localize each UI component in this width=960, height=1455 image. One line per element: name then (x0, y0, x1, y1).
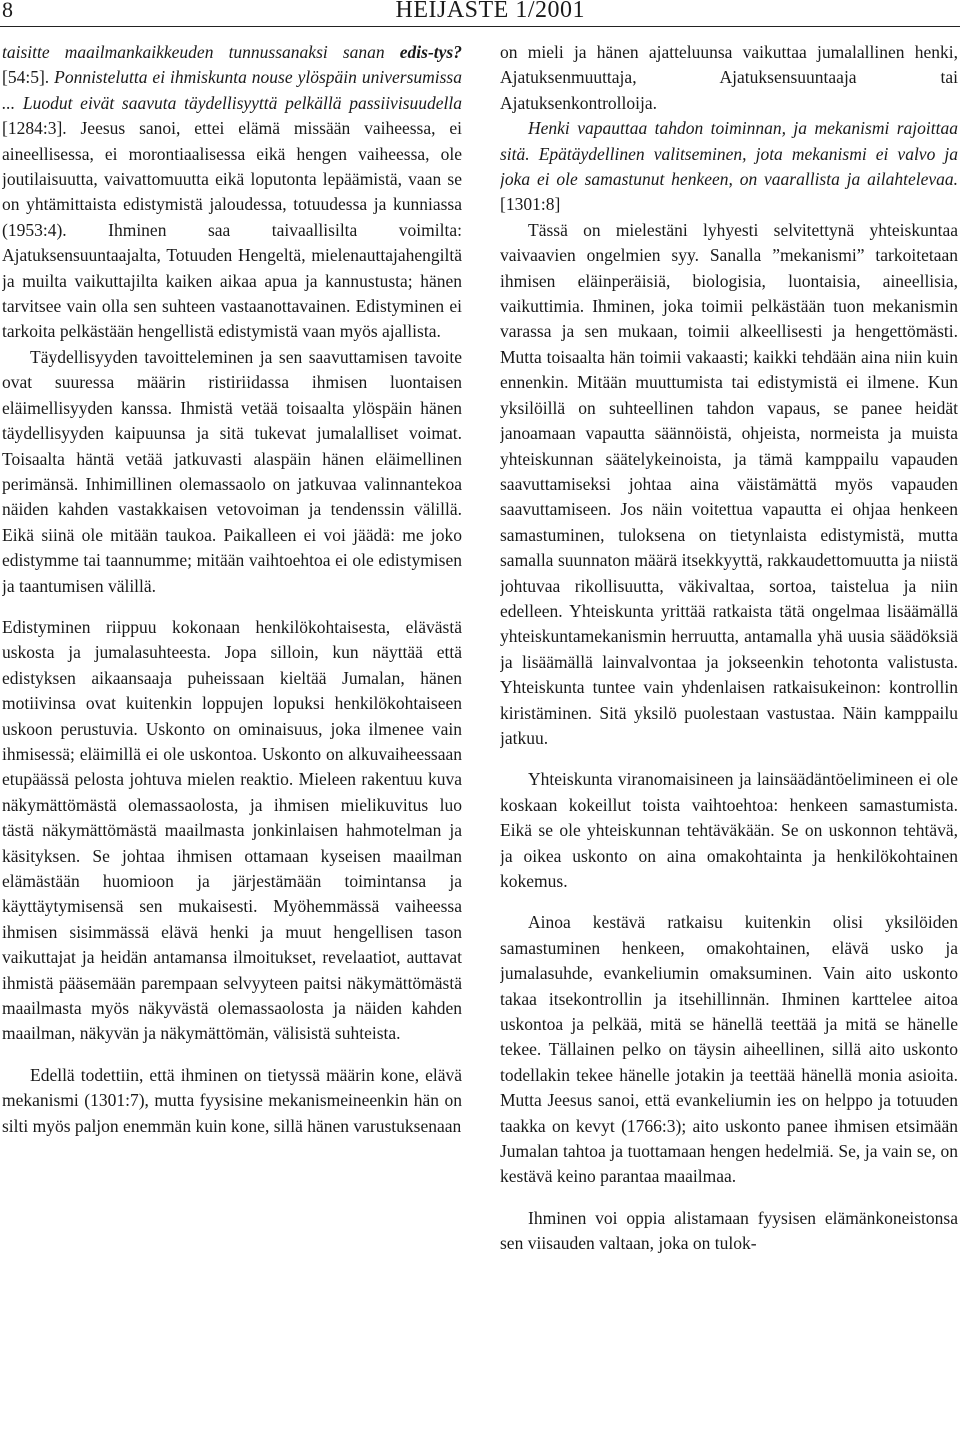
right-paragraph-6: Ihminen voi oppia alistamaan fyysisen elämänkoneistonsa sen viisauden valtaan, joka on tulok- (500, 1207, 958, 1254)
reference: [54:5]. (2, 67, 55, 88)
left-paragraph-2: Täydellisyyden tavoitteleminen ja sen saavuttamisen tavoite ovat suuressa määrin ristiriidassa ihmisen luontaisen eläimellisyyden kanssa. Ihmistä vetää toisaalta ylöspäin hänen täydellisyyden kaipuunsa ja sitä tukevat jumalalliset voimat. Toisaalta häntä vetää jatkuvasti alaspäin hänen eläimellinen perimänsä. Inhimillinen olemassaolo on jatkuvaa valinnantekoa näiden kahden vastakkaisen vetovoiman ja tendenssin välillä. Eikä siinä ole mitään taukoa. Paikalleen ei voi jäädä: me joko edistymme tai taannumme; mitään vaihtoehtoa ei ole edistymisen ja taantumisen välillä. (2, 346, 462, 596)
left-paragraph-1 (2, 40, 462, 345)
right-paragraph-5: Ainoa kestävä ratkaisu kuitenkin olisi yksilöiden samastuminen henkeen, omakohtainen, elävä usko ja jumalasuhde, evankeliumin omaksuminen. Vain aito uskonto takaa itsekontrollin ja itsehillinnän. Ihminen karttelee aitoa uskontoa ja pelkää, mitä se hänellä teettää ja mitä se hänelle tekee. Tällainen pelko on täysin aiheellinen, sillä aito uskonto todellakin tekee hänelle jotakin ja teettää hänellä monia asioita. Mutta Jeesus sanoi, että evankeliumin ies on helppo ja totuuden taakka on kevyt (1766:3); aito uskonto panee ihmisen etsimään Jumalan tahtoa ja tuottamaan hengen hedelmiä. Se, ja vain se, on kestävä keino parantaa maailmaa. (500, 912, 958, 1187)
right-column (500, 40, 958, 1455)
right-paragraph-1: on mieli ja hänen ajatteluunsa vaikuttaa jumalallinen henki, Ajatuksenmuuttaja, Ajatuksensuuntaaja tai Ajatuksenkontrolloija. (500, 42, 958, 113)
journal-title: HEIJASTE 1/2001 (395, 0, 585, 23)
quote-text: Henki vapauttaa tahdon toiminnan, ja mekanismi rajoittaa sitä. Epätäydellinen valitseminen, jota mekanismi ei valvo ja joka ei ole samastunut henkeen, on vaarallista ja ailahtelevaa. (500, 118, 958, 190)
left-paragraph-4: Edellä todettiin, että ihminen on tietyssä määrin kone, elävä mekanismi (1301:7), mutta fyysisine mekanismeineenkin hän on silti myös paljon enemmän kuin kone, sillä hänen varustuksenaan (2, 1064, 462, 1136)
right-paragraph-3: Tässä on mielestäni lyhyesti selvitettynä yhteiskuntaa vaivaavien ongelmien syy. Sanalla ”mekanismi” tarkoitetaan ihmisen eläinperäisiä, biologisia, luontaisia, aineellisia, vaikuttimia. Ihminen, joka toimii pelkästään tuon mekanismin varassa ja sen mukaan, toimii alkeellisesti ja hengettömästi. Mutta toisaalta hän toimii vakaasti; kaikki tehdään aina niin kuin ennenkin. Mitään muuttumista tai edistymistä ei ilmene. Kun yksilöillä on suhteellinen tahdon vapaus, se panee heidät janoamaan vapautta säännöistä, ohjeista, normeista ja muista yhteiskunnan säätelykeinoista, ja tämä kamppailu vapauden saavuttamiseksi johtaa aina väistämättä myös vapauden saavuttamiseen. Jos näin voitettua vapautta ei ohjaa henkeen samastuminen, tuloksena on tietynlaista edistymistä, mutta samalla suunnaton määrä itsekkyyttä, rakkaudettomuutta ja niistä johtuvaa rikollisuutta, väkivaltaa, sortoa, taistelua ja niin edelleen. Yhteiskunta yrittää ratkaista tätä ongelmaa lisäämällä yhteiskuntamekanismin herruutta, antamalla yhä uusia säädöksiä ja lisäämällä lainvalvontaa ja jokseenkin tehotonta valistusta. Yhteiskunta tuntee vain yhdenlaisen ratkaisukeinon: kontrollin kiristäminen. Sitä yksilö puolestaan vastustaa. Näin kamppailu jatkuu. (500, 219, 958, 748)
quote-fragment: Ponnistelutta ei ihmiskunta nouse ylöspäin universumissa ... Luodut eivät saavuta täydellisyyttä pelkällä passiivisuudella (2, 67, 462, 113)
page-number: 8 (2, 0, 13, 22)
right-paragraph-2 (500, 116, 958, 218)
right-paragraph-4: Yhteiskunta viranomaisineen ja lainsäädäntöelimineen ei ole koskaan kokeillut toista vaihtoehtoa: henkeen samastumista. Eikä se ole yhteiskunnan tehtäväkään. Se on uskonnon tehtävä, ja oikea uskonto on aina omakohtainta ja henkilökohtainen kokemus. (500, 769, 958, 891)
left-column (2, 40, 462, 1455)
left-paragraph-3: Edistyminen riippuu kokonaan henkilökohtaisesta, elävästä uskosta ja jumalasuhteesta. Jopa silloin, kun näyttää että edistyksen aikaansaaja puheissaan kieltää Jumalan, hänen motiivinsa ovat kuitenkin loppujen lopuksi henkilökohtaiseen uskoon perustuvia. Uskonto on ominaisuus, joka ilmenee vain ihmisessä; eläimillä ei ole uskontoa. Uskonto on alkuvaiheessaan etupäässä pelosta johtuva mielen reaktio. Mieleen rakentuu kuva näkymättömästä olemassaolosta, ja ihmisen mielikuvitus luo tästä näkymättömästä maailmasta jonkinlaisen hahmotelman ja käsityksen. Se johtaa ihmisen ottamaan kyseisen maailman elämästään huomioon ja järjestämään toimintansa ja käyttäytymisensä sen mukaisesti. Myöhemmässä vaiheessa ihmisen sisimmässä elävä henki ja muut hengellisen tason vaikuttajat ja heidän antamansa ilmoitukset, revelaatiot, auttavat ihmistä pääsemään parempaan selvyyteen paitsi näkymättömästä maailmasta myös näkyvästä olemassaolosta ja näiden kahden maailman, näkyvän ja näkymättömän, välisistä suhteista. (2, 616, 462, 1044)
quote-fragment: taisitte maailmankaikkeuden tunnussanaksi sanan (2, 42, 400, 62)
reference: [1301:8] (500, 194, 561, 215)
paragraph-text: [1284:3]. Jeesus sanoi, ettei elämä missään vaiheessa, ei aineellisessa, ei morontiaalisessa eikä hengen vaiheessa, ole joutilaisuutta, vaivattomuutta eikä loputonta lepäämistä, vaan se on yhtämittaista edistymistä jaloudessa, totuudessa ja kunniassa (1953:4). Ihminen saa taivaallisilta voimilta: Ajatuksensuuntaajalta, Totuuden Hengeltä, mielenauttajahengiltä ja muilta vaikuttajilta kaiken aikaa apua ja kannustusta; hänen tarvitsee vain olla sen suhteen vastaanottavainen. Edistyminen ei tarkoita pelkästään hengellistä edistymistä vaan myös ajallista. (2, 118, 462, 342)
page-header (0, 0, 960, 27)
quote-emphasis: edis-tys? (399, 42, 462, 62)
